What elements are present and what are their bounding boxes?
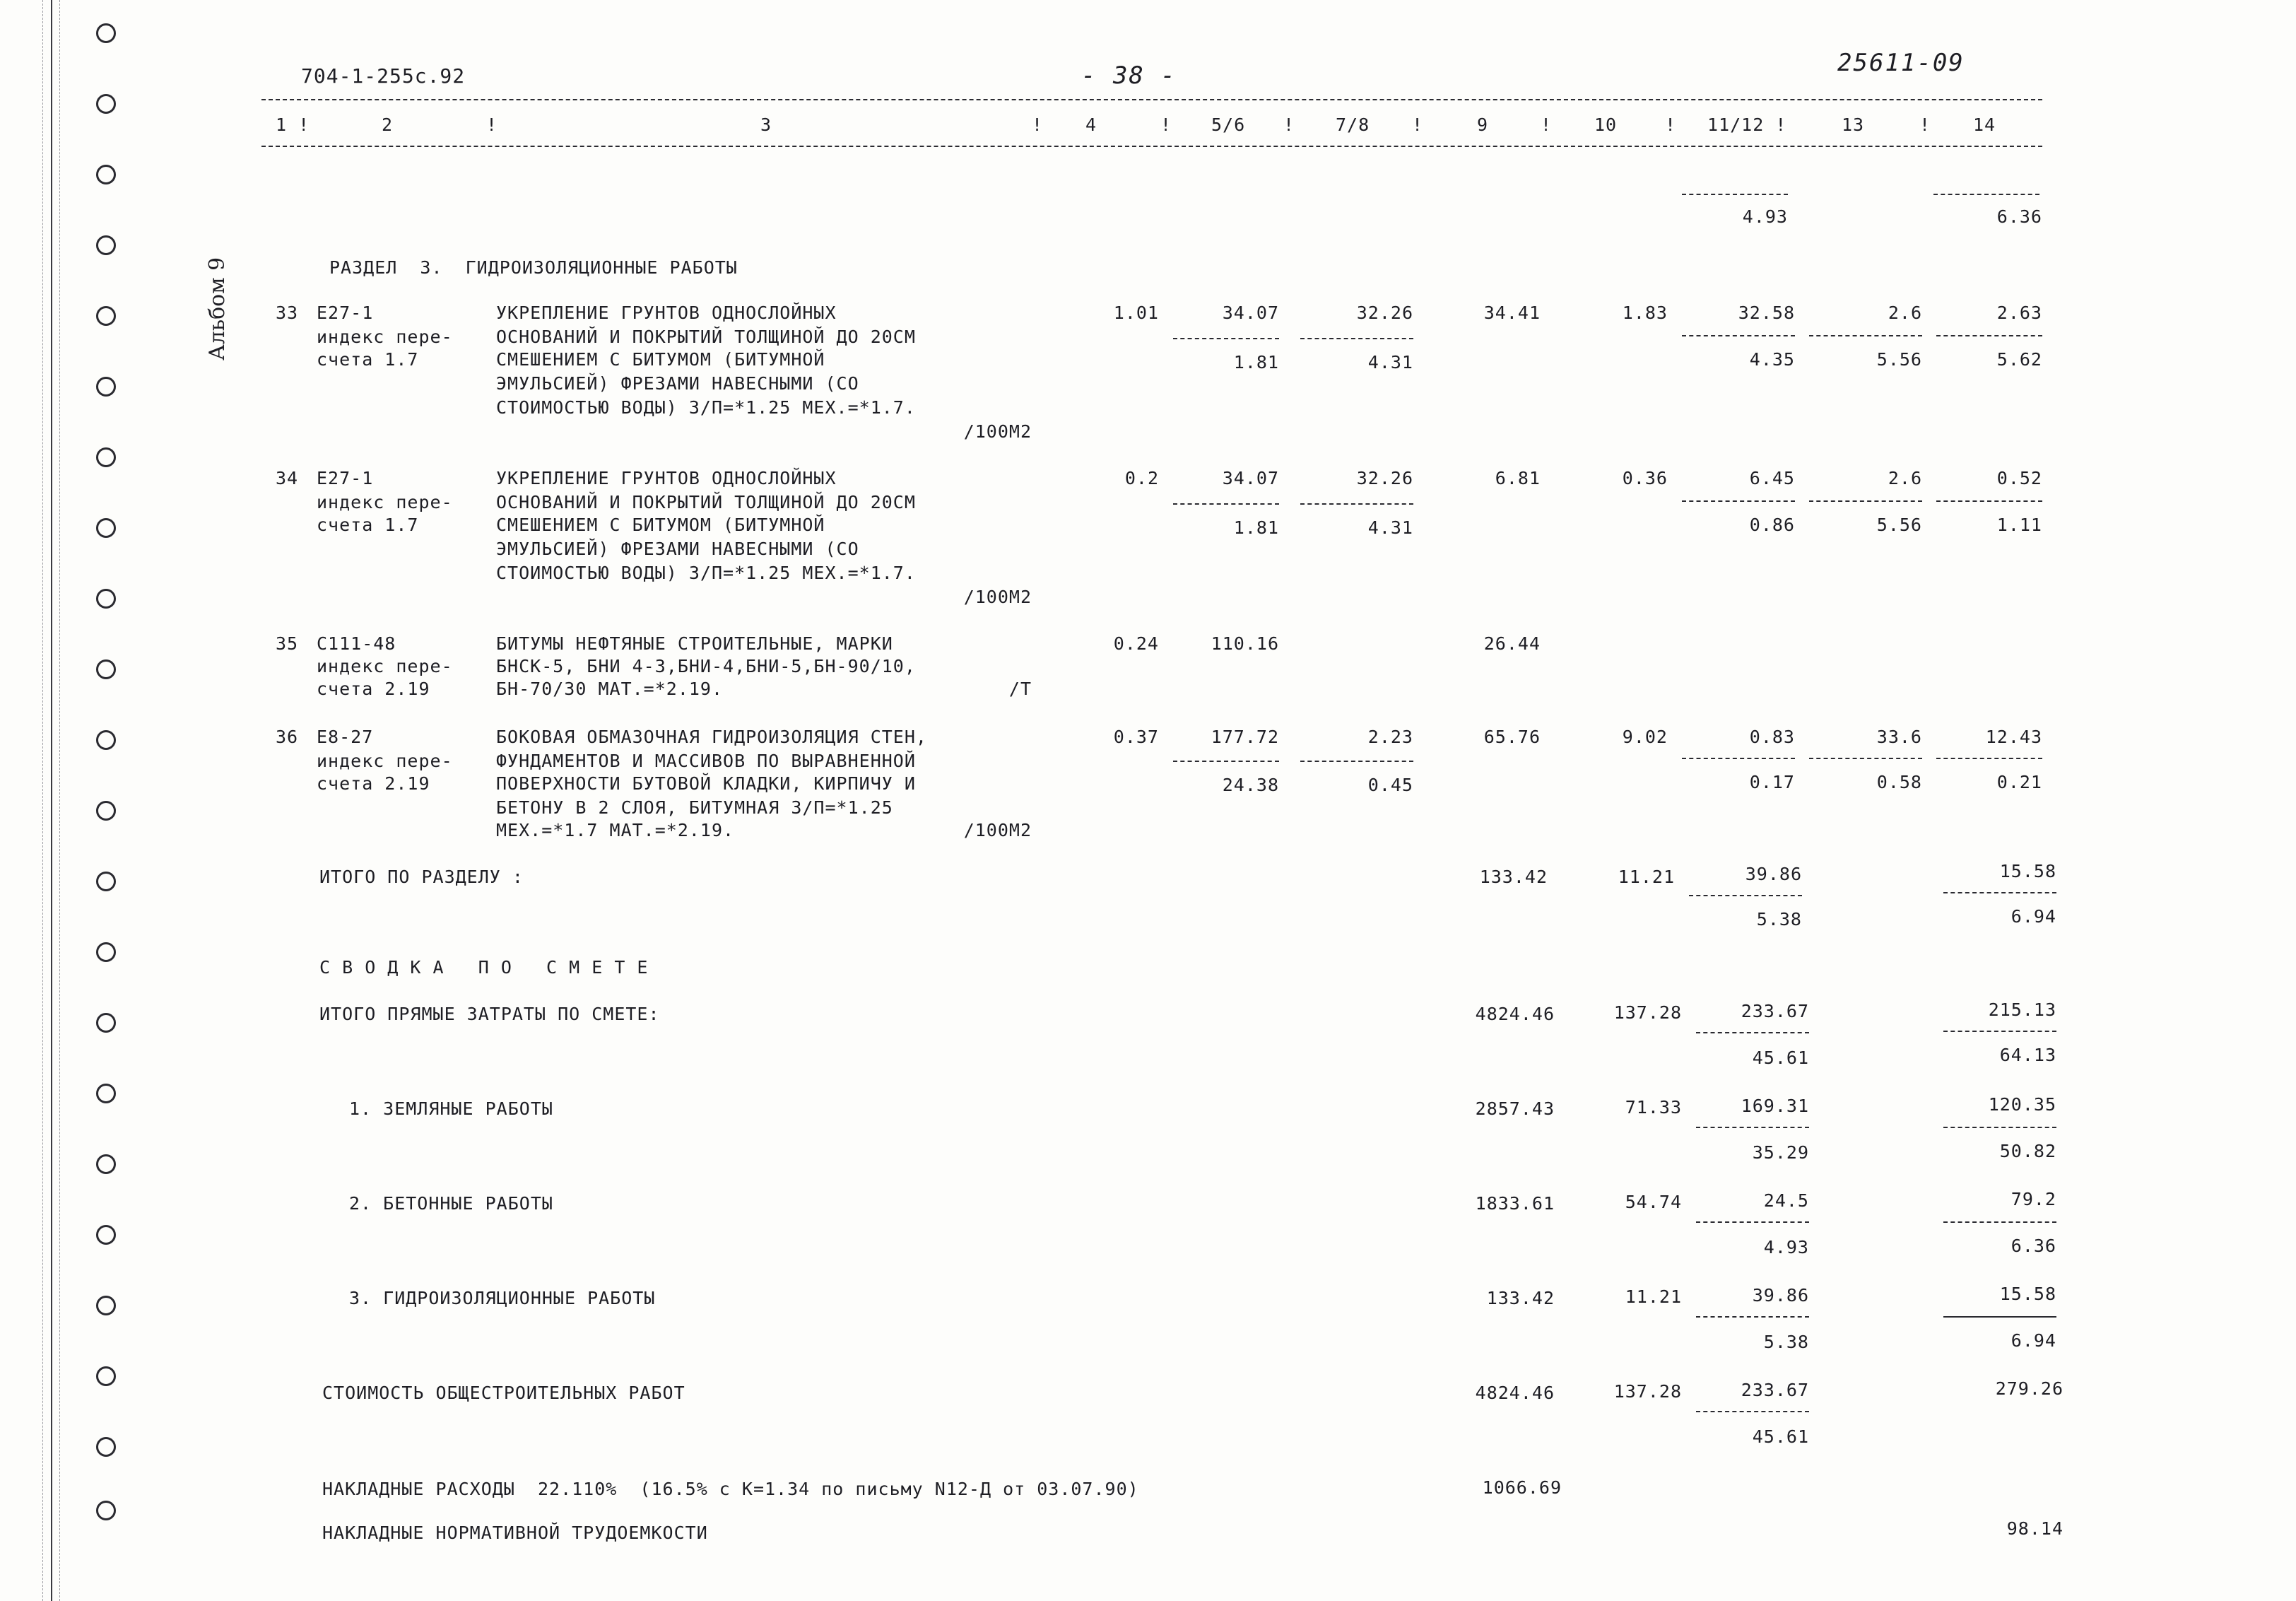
row-index-value: счета 2.19 xyxy=(317,773,430,794)
row-description-line: БЕТОНУ В 2 СЛОЯ, БИТУМНАЯ З/П=*1.25 xyxy=(496,797,893,818)
column-header: 4 xyxy=(1085,115,1097,135)
row-description-line: МЕХ.=*1.7 МАТ.=*2.19. xyxy=(496,820,735,840)
row-description-line: БИТУМЫ НЕФТЯНЫЕ СТРОИТЕЛЬНЫЕ, МАРКИ xyxy=(496,633,893,654)
cell-col12: 45.61 xyxy=(1752,1426,1809,1447)
cell-col12: 35.29 xyxy=(1752,1142,1809,1163)
cell-col12: 0.17 xyxy=(1749,772,1795,792)
fraction-rule xyxy=(1300,338,1413,339)
summary-label: 1. ЗЕМЛЯНЫЕ РАБОТЫ xyxy=(349,1098,553,1119)
row-index-label: индекс пере- xyxy=(317,327,453,347)
fraction-rule xyxy=(1300,503,1413,505)
cell-col13: 33.6 xyxy=(1876,727,1922,747)
column-separator: ! xyxy=(1665,115,1677,135)
column-separator: ! xyxy=(1160,115,1172,135)
cell-col4: 0.2 xyxy=(1124,468,1159,488)
cell-col4: 0.37 xyxy=(1113,727,1159,747)
punch-hole-icon xyxy=(96,801,116,821)
fraction-rule xyxy=(1696,1032,1809,1033)
overhead-label: НАКЛАДНЫЕ РАСХОДЫ 22.110% (16.5% с К=1.34 по письму N12-Д от 03.07.90) xyxy=(322,1479,1139,1499)
cell-col9: 4824.46 xyxy=(1475,1383,1555,1403)
row-index-value: счета 1.7 xyxy=(317,515,419,535)
row-description-line: БНСК-5, БНИ 4-3,БНИ-4,БНИ-5,БН-90/10, xyxy=(496,656,916,676)
column-header: 11/12 ! xyxy=(1707,115,1787,135)
fraction-rule xyxy=(1173,761,1279,762)
cell-col5: 34.07 xyxy=(1222,303,1279,323)
cell-col6: 24.38 xyxy=(1222,775,1279,795)
row-number: 35 xyxy=(276,633,299,654)
fraction-rule xyxy=(1689,895,1802,896)
cell-col11: 39.86 xyxy=(1745,864,1802,884)
cell-col12: 5.38 xyxy=(1756,909,1802,929)
cell-col11: 32.58 xyxy=(1738,303,1795,323)
cell-col13: 2.6 xyxy=(1888,303,1922,323)
cell-col13b: 0.58 xyxy=(1876,772,1922,792)
fraction-rule xyxy=(1682,194,1788,195)
cell-col13b: 5.56 xyxy=(1876,515,1922,535)
row-description-line: ФУНДАМЕНТОВ И МАССИВОВ ПО ВЫРАВНЕННОЙ xyxy=(496,751,916,771)
row-index-label: индекс пере- xyxy=(317,751,453,771)
row-description-line: ОСНОВАНИЙ И ПОКРЫТИЙ ТОЛЩИНОЙ ДО 20СМ xyxy=(496,327,916,347)
cell-col11: 24.5 xyxy=(1763,1190,1809,1211)
fraction-rule xyxy=(1173,338,1279,339)
cell-col9: 133.42 xyxy=(1486,1288,1555,1308)
cell-col11: 39.86 xyxy=(1752,1285,1809,1306)
cell-col9: 4824.46 xyxy=(1475,1004,1555,1024)
row-description-line: СМЕШЕНИЕМ С БИТУМОМ (БИТУМНОЙ xyxy=(496,349,825,370)
fraction-rule xyxy=(1936,335,2042,336)
punch-hole-icon xyxy=(96,1225,116,1245)
punch-hole-icon xyxy=(96,23,116,43)
row-description-line: ЭМУЛЬСИЕЙ) ФРЕЗАМИ НАВЕСНЫМИ (СО xyxy=(496,539,859,559)
cell-col4: 0.24 xyxy=(1113,633,1159,654)
cell-col11: 169.31 xyxy=(1741,1096,1809,1116)
cell-col5: 177.72 xyxy=(1211,727,1279,747)
punch-hole-icon xyxy=(96,1296,116,1315)
cell-col12: 5.38 xyxy=(1763,1332,1809,1352)
cell-col4: 1.01 xyxy=(1113,303,1159,323)
cell-col14: 215.13 xyxy=(1988,999,2056,1020)
fraction-rule xyxy=(1696,1316,1809,1318)
binding-edge-dashed-line xyxy=(59,0,60,1601)
punch-hole-icon xyxy=(96,447,116,467)
cell-col8: 4.31 xyxy=(1367,517,1413,538)
column-separator: ! xyxy=(1032,115,1044,135)
cell-col11: 233.67 xyxy=(1741,1380,1809,1400)
row-index-label: индекс пере- xyxy=(317,656,453,676)
summary-label: ИТОГО ПРЯМЫЕ ЗАТРАТЫ ПО СМЕТЕ: xyxy=(319,1004,660,1024)
overhead-labor-label: НАКЛАДНЫЕ НОРМАТИВНОЙ ТРУДОЕМКОСТИ xyxy=(322,1523,708,1543)
column-separator: ! xyxy=(1283,115,1295,135)
row-number: 33 xyxy=(276,303,299,323)
cell-col14b: 1.11 xyxy=(1996,515,2042,535)
fraction-rule xyxy=(1682,335,1795,336)
punch-hole-icon xyxy=(96,306,116,326)
cell-col5: 34.07 xyxy=(1222,468,1279,488)
column-header: 13 xyxy=(1842,115,1865,135)
summary-label: 3. ГИДРОИЗОЛЯЦИОННЫЕ РАБОТЫ xyxy=(349,1288,656,1308)
punch-hole-icon xyxy=(96,1013,116,1033)
row-description-line: БОКОВАЯ ОБМАЗОЧНАЯ ГИДРОИЗОЛЯЦИЯ СТЕН, xyxy=(496,727,927,747)
row-description-line: ОСНОВАНИЙ И ПОКРЫТИЙ ТОЛЩИНОЙ ДО 20СМ xyxy=(496,492,916,512)
cell-col11: 6.45 xyxy=(1749,468,1795,488)
cell-col14: 279.26 xyxy=(1995,1378,2064,1399)
punch-hole-icon xyxy=(96,235,116,255)
cell-col12: 0.86 xyxy=(1749,515,1795,535)
cell-col10: 11.21 xyxy=(1625,1286,1682,1307)
cell-col5: 110.16 xyxy=(1211,633,1279,654)
fraction-rule xyxy=(1809,758,1922,759)
cell-col13b: 5.56 xyxy=(1876,349,1922,370)
cell-col10: 0.36 xyxy=(1622,468,1668,488)
row-index-value: счета 2.19 xyxy=(317,679,430,699)
cell-col9: 2857.43 xyxy=(1475,1098,1555,1119)
fraction-rule xyxy=(1173,503,1279,505)
column-header: 3 xyxy=(760,115,772,135)
stamp-number: 25611-09 xyxy=(1837,49,1965,77)
cell-col11: 0.83 xyxy=(1749,727,1795,747)
cell-col14: 15.58 xyxy=(1999,1284,2056,1304)
row-code: Е8-27 xyxy=(317,727,374,747)
punch-hole-icon xyxy=(96,165,116,184)
punch-hole-icon xyxy=(96,1501,116,1520)
cell-col12: 4.93 xyxy=(1763,1237,1809,1257)
column-separator: ! xyxy=(1919,115,1931,135)
row-unit: /100М2 xyxy=(963,820,1032,840)
fraction-rule xyxy=(1943,1127,2056,1128)
cell-col14b: 6.94 xyxy=(2011,1330,2056,1351)
punch-hole-icon xyxy=(96,1154,116,1174)
row-description-line: УКРЕПЛЕНИЕ ГРУНТОВ ОДНОСЛОЙНЫХ xyxy=(496,468,837,488)
row-unit: /Т xyxy=(1008,679,1032,699)
punch-hole-icon xyxy=(96,94,116,114)
cell-col6: 1.81 xyxy=(1233,517,1279,538)
cell-col10: 54.74 xyxy=(1625,1192,1682,1212)
page-number: - 38 - xyxy=(1081,61,1177,90)
punch-hole-icon xyxy=(96,872,116,891)
punch-hole-icon xyxy=(96,730,116,750)
cell-col9: 6.81 xyxy=(1495,468,1541,488)
cell-col14b: 64.13 xyxy=(1999,1045,2056,1065)
column-header: 7/8 xyxy=(1336,115,1370,135)
punch-hole-icon xyxy=(96,518,116,538)
punch-hole-icon xyxy=(96,1437,116,1457)
column-header: 2 xyxy=(382,115,394,135)
fraction-rule xyxy=(1696,1411,1809,1412)
fraction-rule xyxy=(1943,892,2056,893)
cell-col14: 12.43 xyxy=(1985,727,2042,747)
fraction-rule xyxy=(1936,758,2042,759)
row-index-value: счета 1.7 xyxy=(317,349,419,370)
binding-edge-dashed-line xyxy=(42,0,43,1601)
cell-col6: 1.81 xyxy=(1233,352,1279,373)
cell-col12: 4.35 xyxy=(1749,349,1795,370)
row-description-line: СМЕШЕНИЕМ С БИТУМОМ (БИТУМНОЙ xyxy=(496,515,825,535)
cell-col7: 2.23 xyxy=(1367,727,1413,747)
cell-col10: 137.28 xyxy=(1613,1002,1682,1023)
punch-hole-icon xyxy=(96,1366,116,1386)
row-description-line: ПОВЕРХНОСТИ БУТОВОЙ КЛАДКИ, КИРПИЧУ И xyxy=(496,773,916,794)
fraction-rule xyxy=(1300,761,1413,762)
column-separator: ! xyxy=(1412,115,1424,135)
row-description-line: СТОИМОСТЬЮ ВОДЫ) З/П=*1.25 МЕХ.=*1.7. xyxy=(496,397,916,418)
section-total-label: ИТОГО ПО РАЗДЕЛУ : xyxy=(319,867,524,887)
cell-col7: 32.26 xyxy=(1356,303,1413,323)
row-description-line: УКРЕПЛЕНИЕ ГРУНТОВ ОДНОСЛОЙНЫХ xyxy=(496,303,837,323)
row-index-label: индекс пере- xyxy=(317,492,453,512)
column-separator: ! xyxy=(486,115,498,135)
fraction-rule xyxy=(1936,500,2042,502)
column-header: 14 xyxy=(1973,115,1996,135)
row-number: 34 xyxy=(276,468,299,488)
fraction-rule xyxy=(1696,1127,1809,1128)
cell-col9: 1066.69 xyxy=(1482,1477,1562,1498)
header-bottom-rule xyxy=(261,146,2042,147)
column-header: 1 ! xyxy=(276,115,310,135)
fraction-rule xyxy=(1696,1221,1809,1223)
column-header: 9 xyxy=(1477,115,1489,135)
cell-col14: 15.58 xyxy=(1999,861,2056,881)
row-number: 36 xyxy=(276,727,299,747)
row-description-line: ЭМУЛЬСИЕЙ) ФРЕЗАМИ НАВЕСНЫМИ (СО xyxy=(496,373,859,394)
cell-col14b: 0.21 xyxy=(1996,772,2042,792)
cell-col9: 65.76 xyxy=(1483,727,1541,747)
section-title: РАЗДЕЛ 3. ГИДРОИЗОЛЯЦИОННЫЕ РАБОТЫ xyxy=(329,257,738,278)
cell-col9: 26.44 xyxy=(1483,633,1541,654)
cell-col14: 0.52 xyxy=(1996,468,2042,488)
binding-edge-line xyxy=(51,0,52,1601)
punch-hole-icon xyxy=(96,377,116,397)
row-code: Е27-1 xyxy=(317,468,374,488)
column-header: 10 xyxy=(1594,115,1618,135)
fraction-rule xyxy=(1943,1316,2056,1318)
punch-hole-icon xyxy=(96,942,116,962)
cell-col9: 34.41 xyxy=(1483,303,1541,323)
row-unit: /100М2 xyxy=(963,587,1032,607)
cell-col9: 1833.61 xyxy=(1475,1193,1555,1214)
summary-title: С В О Д К А П О С М Е Т Е xyxy=(319,957,649,978)
carry-forward-value: 6.36 xyxy=(1996,206,2042,227)
summary-label: СТОИМОСТЬ ОБЩЕСТРОИТЕЛЬНЫХ РАБОТ xyxy=(322,1383,685,1403)
punch-hole-icon xyxy=(96,659,116,679)
row-code: Е27-1 xyxy=(317,303,374,323)
cell-col8: 0.45 xyxy=(1367,775,1413,795)
album-label: Альбом 9 xyxy=(205,257,230,360)
cell-col14: 2.63 xyxy=(1996,303,2042,323)
fraction-rule xyxy=(1809,500,1922,502)
cell-col14b: 6.36 xyxy=(2011,1236,2056,1256)
fraction-rule xyxy=(1682,758,1795,759)
cell-col14: 98.14 xyxy=(2006,1518,2064,1539)
column-header: 5/6 xyxy=(1211,115,1246,135)
fraction-rule xyxy=(1682,500,1795,502)
fraction-rule xyxy=(1933,194,2039,195)
cell-col7: 32.26 xyxy=(1356,468,1413,488)
cell-col11: 233.67 xyxy=(1741,1001,1809,1021)
cell-col10: 9.02 xyxy=(1622,727,1668,747)
row-description-line: СТОИМОСТЬЮ ВОДЫ) З/П=*1.25 МЕХ.=*1.7. xyxy=(496,563,916,583)
cell-col10: 1.83 xyxy=(1622,303,1668,323)
punch-hole-icon xyxy=(96,1084,116,1103)
cell-col10: 71.33 xyxy=(1625,1097,1682,1118)
fraction-rule xyxy=(1809,335,1922,336)
header-top-rule xyxy=(261,99,2042,100)
fraction-rule xyxy=(1943,1221,2056,1223)
cell-col14b: 5.62 xyxy=(1996,349,2042,370)
cell-col14b: 6.94 xyxy=(2011,906,2056,927)
cell-col10: 11.21 xyxy=(1618,867,1675,887)
cell-col14: 79.2 xyxy=(2011,1189,2056,1209)
cell-col14: 120.35 xyxy=(1988,1094,2056,1115)
cell-col13: 2.6 xyxy=(1888,468,1922,488)
punch-hole-icon xyxy=(96,589,116,609)
cell-col9: 133.42 xyxy=(1479,867,1548,887)
document-code: 704-1-255с.92 xyxy=(301,64,466,88)
row-unit: /100М2 xyxy=(963,421,1032,442)
row-code: С111-48 xyxy=(317,633,396,654)
cell-col14b: 50.82 xyxy=(1999,1141,2056,1161)
carry-forward-value: 4.93 xyxy=(1742,206,1788,227)
cell-col10: 137.28 xyxy=(1613,1381,1682,1402)
cell-col12: 45.61 xyxy=(1752,1048,1809,1068)
summary-label: 2. БЕТОННЫЕ РАБОТЫ xyxy=(349,1193,553,1214)
row-description-line: БН-70/30 МАТ.=*2.19. xyxy=(496,679,724,699)
fraction-rule xyxy=(1943,1031,2056,1032)
column-separator: ! xyxy=(1541,115,1553,135)
cell-col8: 4.31 xyxy=(1367,352,1413,373)
